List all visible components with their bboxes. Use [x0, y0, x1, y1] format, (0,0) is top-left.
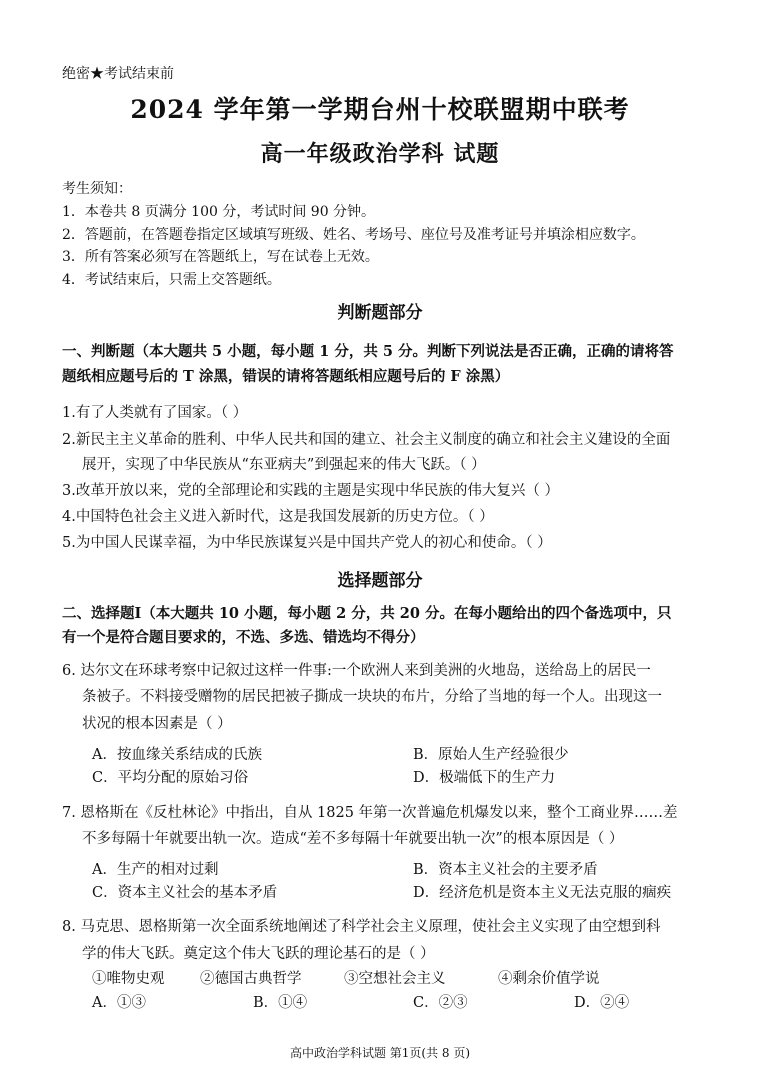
question-1: 1.有了人类就有了国家。（ ） [62, 405, 248, 421]
question-8: 8. 马克思、恩格斯第一次全面系统地阐述了科学社会主义原理，使社会主义实现了由空想到科 [62, 919, 661, 935]
section-heading-choice: 选择题部分 [337, 571, 423, 591]
option-b: B．①④ [253, 995, 308, 1011]
question-8-continued: 学的伟大飞跃。奠定这个伟大飞跃的理论基石的是（ ） [82, 946, 435, 962]
option-a: A．生产的相对过剩 [92, 862, 219, 878]
option-c: C．平均分配的原始习俗 [92, 770, 249, 786]
question-7-continued: 不多每隔十年就要出轨一次。造成“差不多每隔十年就要出轨一次”的根本原因是（ ） [82, 831, 624, 847]
option-b: B．资本主义社会的主要矛盾 [413, 862, 598, 878]
option-b: B．原始人生产经验很少 [413, 747, 569, 763]
question-7: 7. 恩格斯在《反杜林论》中指出，自从 1825 年第一次普遍危机爆发以来，整个工商业界……差 [62, 805, 678, 821]
notice-item: 4．考试结束后，只需上交答题纸。 [62, 272, 281, 288]
question-5: 5.为中国人民谋幸福，为中华民族谋复兴是中国共产党人的初心和使命。（ ） [62, 535, 552, 551]
statement-3: ③空想社会主义 [344, 971, 446, 987]
option-c: C．②③ [413, 995, 468, 1011]
exam-subtitle: 高一年级政治学科 试题 [260, 141, 500, 167]
notice-item: 3．所有答案必须写在答题纸上，写在试卷上无效。 [62, 249, 379, 265]
page-footer: 高中政治学科试题 第1页(共 8 页) [289, 1046, 471, 1060]
choice-instruction: 二、选择题Ⅰ（本大题共 10 小题，每小题 2 分，共 20 分。在每小题给出的四个备选项中，只 [62, 605, 672, 622]
confidential-label: 绝密★考试结束前 [62, 66, 174, 82]
statement-1: ①唯物史观 [92, 971, 165, 987]
question-4: 4.中国特色社会主义进入新时代，这是我国发展新的历史方位。（ ） [62, 509, 494, 525]
judge-instruction: 一、判断题（本大题共 5 小题，每小题 1 分，共 5 分。判断下列说法是否正确，正确的请将答 [62, 343, 674, 360]
notice-heading: 考生须知： [62, 181, 132, 197]
question-2: 2.新民主主义革命的胜利、中华人民共和国的建立、社会主义制度的确立和社会主义建设的全面 [62, 432, 671, 448]
option-c: C．资本主义社会的基本矛盾 [92, 885, 278, 901]
question-6: 6. 达尔文在环球考察中记叙过这样一件事:一个欧洲人来到美洲的火地岛，送给岛上的居民一 [62, 663, 651, 679]
question-6-continued: 条被子。不料接受赠物的居民把被子撕成一块块的布片，分给了当地的每一个人。出现这一 [82, 689, 662, 705]
option-d: D．经济危机是资本主义无法克服的痼疾 [413, 885, 672, 901]
statement-2: ②德国古典哲学 [200, 971, 302, 987]
judge-instruction: 题纸相应题号后的 T 涂黑，错误的请将答题纸相应题号后的 F 涂黑） [62, 368, 510, 385]
option-d: D．极端低下的生产力 [413, 770, 556, 786]
notice-item: 1．本卷共 8 页满分 100 分，考试时间 90 分钟。 [62, 204, 376, 220]
choice-instruction: 有一个是符合题目要求的，不选、多选、错选均不得分） [62, 629, 425, 646]
exam-title: 2024 学年第一学期台州十校联盟期中联考 [130, 95, 630, 124]
notice-item: 2．答题前，在答题卷指定区域填写班级、姓名、考场号、座位号及准考证号并填涂相应数字。 [62, 227, 645, 243]
question-3: 3.改革开放以来，党的全部理论和实践的主题是实现中华民族的伟大复兴（ ） [62, 483, 559, 499]
statement-4: ④剩余价值学说 [498, 971, 600, 987]
section-heading-judge: 判断题部分 [337, 303, 423, 323]
question-2-continued: 展开，实现了中华民族从“东亚病夫”到强起来的伟大飞跃。（ ） [82, 457, 486, 473]
option-a: A．按血缘关系结成的氏族 [92, 747, 262, 763]
option-d: D．②④ [574, 995, 630, 1011]
question-6-continued: 状况的根本因素是（ ） [82, 716, 232, 732]
option-a: A．①③ [92, 995, 146, 1011]
